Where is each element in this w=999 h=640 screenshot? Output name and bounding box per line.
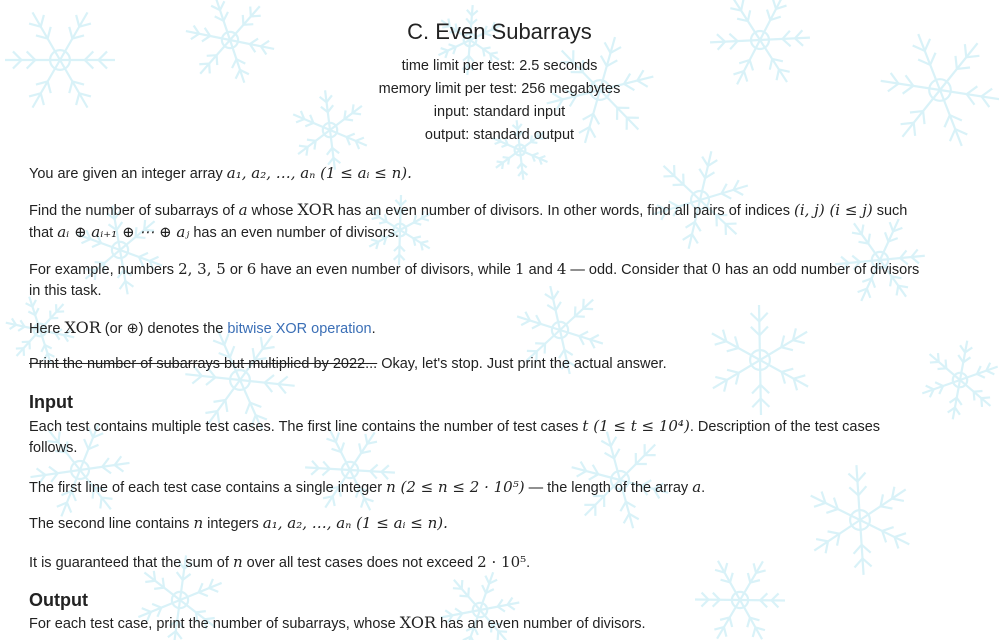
text: in this task.	[29, 283, 102, 299]
output-file: output: standard output	[424, 127, 575, 143]
statement-paragraph-4	[29, 317, 979, 340]
snowflake-shape	[922, 341, 997, 420]
math-xor: XOR	[64, 318, 101, 337]
text: such	[872, 203, 908, 219]
math-var: n	[193, 514, 204, 532]
text: whose	[247, 203, 298, 219]
text: — odd. Consider that	[566, 262, 712, 278]
text: You are given an integer array	[29, 166, 227, 182]
math-xor: XOR	[297, 200, 334, 219]
math-array: a₁, a₂, …, aₙ (1 ≤ aᵢ ≤ n).	[262, 514, 448, 532]
math-num: 4	[556, 260, 567, 278]
statement-paragraph-3	[29, 259, 979, 302]
text: . Description of the test cases	[689, 419, 881, 435]
time-limit: time limit per test: 2.5 seconds	[401, 58, 598, 74]
statement-paragraph-1	[29, 163, 979, 185]
text: .	[701, 480, 706, 496]
input-file: input: standard input	[433, 104, 566, 120]
text: Each test contains multiple test cases. The first line contains the number of test cases	[29, 419, 583, 435]
text: has an even number of divisors. In other words, find all pairs of indices	[333, 203, 794, 219]
input-paragraph-1	[29, 416, 979, 459]
strikethrough-text: Print the number of subarrays but multiplied by 2022...	[29, 356, 378, 372]
text: Find the number of subarrays of	[29, 203, 239, 219]
text: The first line of each test case contains a single integer	[29, 480, 387, 496]
output-heading: Output	[29, 590, 88, 610]
math-nums: 2, 3, 5	[178, 260, 226, 278]
memory-limit: memory limit per test: 256 megabytes	[378, 81, 621, 97]
math-num: 6	[246, 260, 257, 278]
math-expr: aᵢ ⊕ aᵢ₊₁ ⊕ ⋯ ⊕ aⱼ	[57, 223, 190, 241]
xor-wiki-link[interactable]: bitwise XOR operation	[227, 321, 372, 337]
output-paragraph-1	[29, 612, 979, 635]
text: For each test case, print the number of subarrays, whose	[29, 616, 400, 632]
text: — the length of the array	[524, 480, 693, 496]
text: For example, numbers	[29, 262, 179, 278]
text: have an even number of divisors, while	[256, 262, 516, 278]
text: integers	[203, 516, 263, 532]
text: has an odd number of divisors	[721, 262, 920, 278]
math-pair: (i, j) (i ≤ j)	[794, 201, 873, 219]
text: Okay, let's stop. Just print the actual answer.	[377, 356, 667, 372]
text: or	[225, 262, 247, 278]
math-var: n	[232, 553, 243, 571]
text: .	[526, 555, 531, 571]
input-paragraph-2	[29, 477, 979, 499]
math-array: a₁, a₂, …, aₙ (1 ≤ aᵢ ≤ n).	[226, 164, 412, 182]
text: .	[371, 321, 376, 337]
math-t: t (1 ≤ t ≤ 10⁴)	[582, 417, 690, 435]
math-xor: XOR	[399, 613, 437, 632]
input-paragraph-4	[29, 552, 979, 574]
text: Here	[29, 321, 65, 337]
text: The second line contains	[29, 516, 194, 532]
math-var: a	[692, 478, 702, 496]
math-num: 0	[711, 260, 721, 278]
problem-title: C. Even Subarrays	[407, 19, 592, 44]
input-heading: Input	[29, 392, 73, 412]
statement-paragraph-2	[29, 199, 979, 244]
text: that	[29, 225, 58, 241]
text: (or ⊕) denotes the	[100, 321, 228, 337]
math-var: a	[238, 201, 248, 219]
text: has an even number of divisors.	[436, 616, 646, 632]
input-paragraph-3	[29, 513, 979, 535]
text: has an even number of divisors.	[189, 225, 399, 241]
text: over all test cases does not exceed	[242, 555, 478, 571]
statement-paragraph-5	[29, 354, 979, 375]
math-n: n (2 ≤ n ≤ 2 · 10⁵)	[386, 478, 525, 496]
math-num: 1	[515, 260, 525, 278]
text: follows.	[29, 440, 78, 456]
text: It is guaranteed that the sum of	[29, 555, 233, 571]
text: and	[524, 262, 557, 278]
math-bound: 2 · 10⁵	[477, 553, 527, 571]
